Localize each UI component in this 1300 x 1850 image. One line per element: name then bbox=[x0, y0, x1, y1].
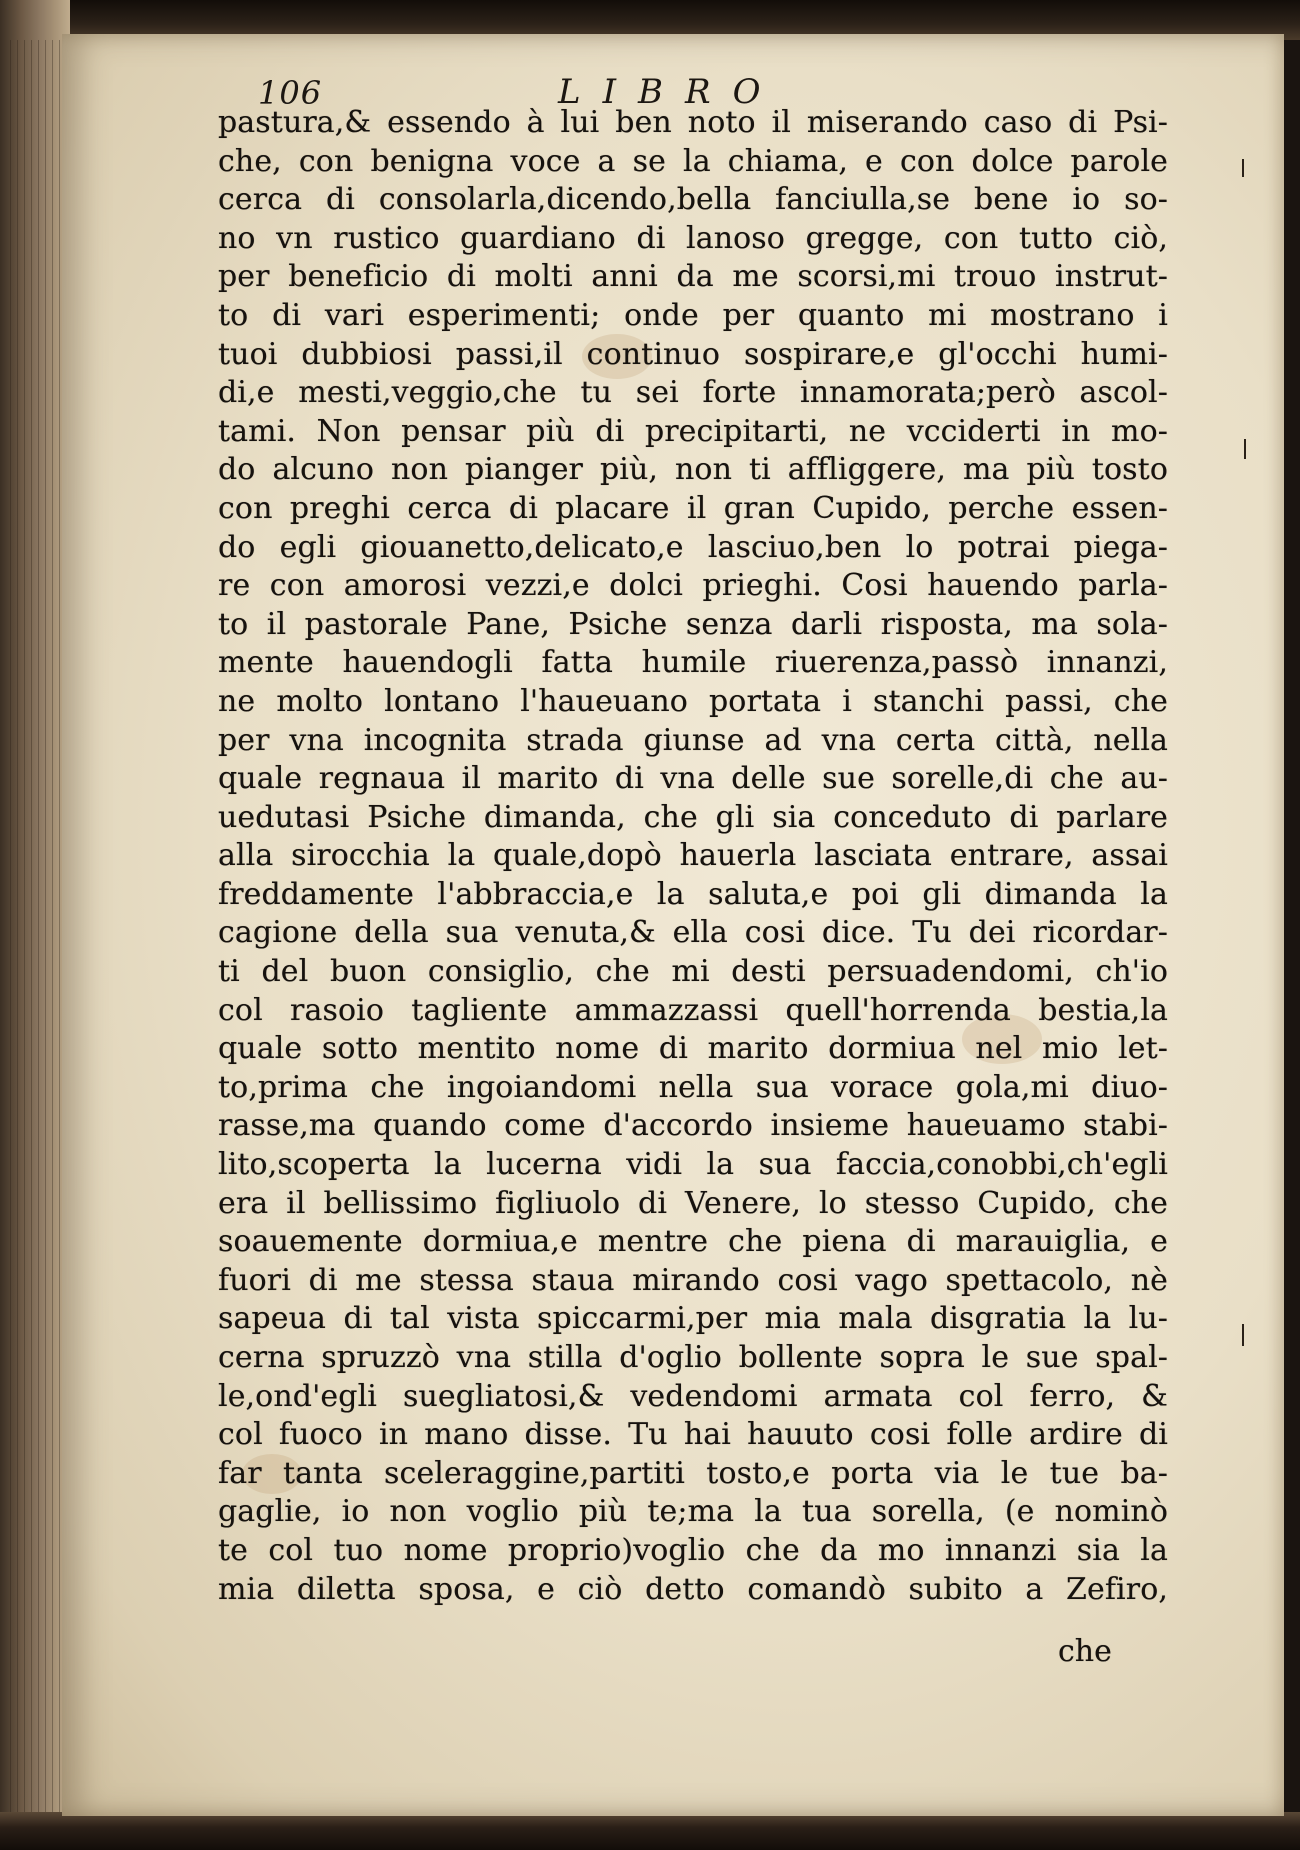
text-line: alla sirocchia la quale,dopò hauerla lasciata entrare, assai bbox=[218, 838, 1168, 874]
text-line: soauemente dormiua,e mentre che piena di marauiglia, e bbox=[218, 1224, 1168, 1260]
text-line: rasse,ma quando come d'accordo insieme haueuamo stabi- bbox=[218, 1108, 1168, 1144]
text-line: le,ond'egli suegliatosi,& vedendomi armata col ferro, & bbox=[218, 1378, 1168, 1414]
page-stack bbox=[10, 40, 65, 1830]
text-block bbox=[218, 104, 1168, 1609]
text-line: ti del buon consiglio, che mi desti persuadendomi, ch'io bbox=[218, 954, 1168, 990]
text-line: cagione della sua venuta,& ella cosi dice. Tu dei ricordar- bbox=[218, 915, 1168, 951]
text-line: che, con benigna voce a se la chiama, e con dolce parole bbox=[218, 143, 1168, 179]
text-line: tami. Non pensar più di precipitarti, ne vcciderti in mo- bbox=[218, 413, 1168, 449]
margin-mark bbox=[1242, 1324, 1244, 1346]
text-line: cerca di consolarla,dicendo,bella fanciulla,se bene io so- bbox=[218, 182, 1168, 218]
text-line: ne molto lontano l'haueuano portata i stanchi passi, che bbox=[218, 683, 1168, 719]
margin-mark bbox=[1242, 159, 1244, 177]
text-line: uedutasi Psiche dimanda, che gli sia conceduto di parlare bbox=[218, 799, 1168, 835]
text-line: to il pastorale Pane, Psiche senza darli risposta, ma sola- bbox=[218, 606, 1168, 642]
text-line: sapeua di tal vista spiccarmi,per mia mala disgratia la lu- bbox=[218, 1301, 1168, 1337]
text-line: fuori di me stessa staua mirando cosi vago spettacolo, nè bbox=[218, 1262, 1168, 1298]
text-line: quale sotto mentito nome di marito dormiua nel mio let- bbox=[218, 1031, 1168, 1067]
text-line: do egli giouanetto,delicato,e lasciuo,ben lo potrai piega- bbox=[218, 529, 1168, 565]
text-line: mia diletta sposa, e ciò detto comandò subito a Zefiro, bbox=[218, 1571, 1168, 1607]
text-line: per vna incognita strada giunse ad vna certa città, nella bbox=[218, 722, 1168, 758]
text-line: cerna spruzzò vna stilla d'oglio bollente sopra le sue spal- bbox=[218, 1340, 1168, 1375]
text-line: te col tuo nome proprio)voglio che da mo innanzi sia la bbox=[218, 1532, 1168, 1568]
text-line: mente hauendogli fatta humile riuerenza,passò innanzi, bbox=[218, 645, 1168, 681]
text-line: tuoi dubbiosi passi,il continuo sospirare,e gl'occhi humi- bbox=[218, 336, 1168, 372]
page-number: 106 bbox=[258, 74, 323, 112]
text-line: quale regnaua il marito di vna delle sue sorelle,di che au- bbox=[218, 761, 1168, 797]
margin-mark bbox=[1244, 439, 1246, 459]
text-line: to di vari esperimenti; onde per quanto mi mostrano i bbox=[218, 297, 1168, 333]
running-head: LIBRO bbox=[558, 72, 783, 112]
text-line: gaglie, io non voglio più te;ma la tua sorella, (e nominò bbox=[218, 1494, 1168, 1530]
text-line: far tanta sceleraggine,partiti tosto,e porta via le tue ba- bbox=[218, 1455, 1168, 1491]
text-line: per beneficio di molti anni da me scorsi,mi trouo instrut- bbox=[218, 259, 1168, 295]
text-line: lito,scoperta la lucerna vidi la sua faccia,conobbi,ch'egli bbox=[218, 1147, 1168, 1183]
text-line: pastura,& essendo à lui ben noto il miserando caso di Psi- bbox=[218, 105, 1168, 140]
text-line: col rasoio tagliente ammazzassi quell'horrenda bestia,la bbox=[218, 992, 1168, 1028]
text-line: do alcuno non pianger più, non ti affliggere, ma più tosto bbox=[218, 452, 1168, 488]
text-line: col fuoco in mano disse. Tu hai hauuto cosi folle ardire di bbox=[218, 1417, 1168, 1453]
text-line: freddamente l'abbraccia,e la saluta,e poi gli dimanda la bbox=[218, 876, 1168, 912]
book-bottom-edge bbox=[0, 1812, 1300, 1850]
catchword: che bbox=[1058, 1634, 1112, 1669]
text-line: re con amorosi vezzi,e dolci prieghi. Cosi hauendo parla- bbox=[218, 568, 1168, 604]
text-line: era il bellissimo figliuolo di Venere, lo stesso Cupido, che bbox=[218, 1185, 1168, 1221]
text-line: to,prima che ingoiandomi nella sua vorace gola,mi diuo- bbox=[218, 1069, 1168, 1105]
text-line: di,e mesti,veggio,che tu sei forte innamorata;però ascol- bbox=[218, 375, 1168, 411]
text-line: con preghi cerca di placare il gran Cupido, perche essen- bbox=[218, 490, 1168, 526]
text-line: no vn rustico guardiano di lanoso gregge, con tutto ciò, bbox=[218, 220, 1168, 256]
